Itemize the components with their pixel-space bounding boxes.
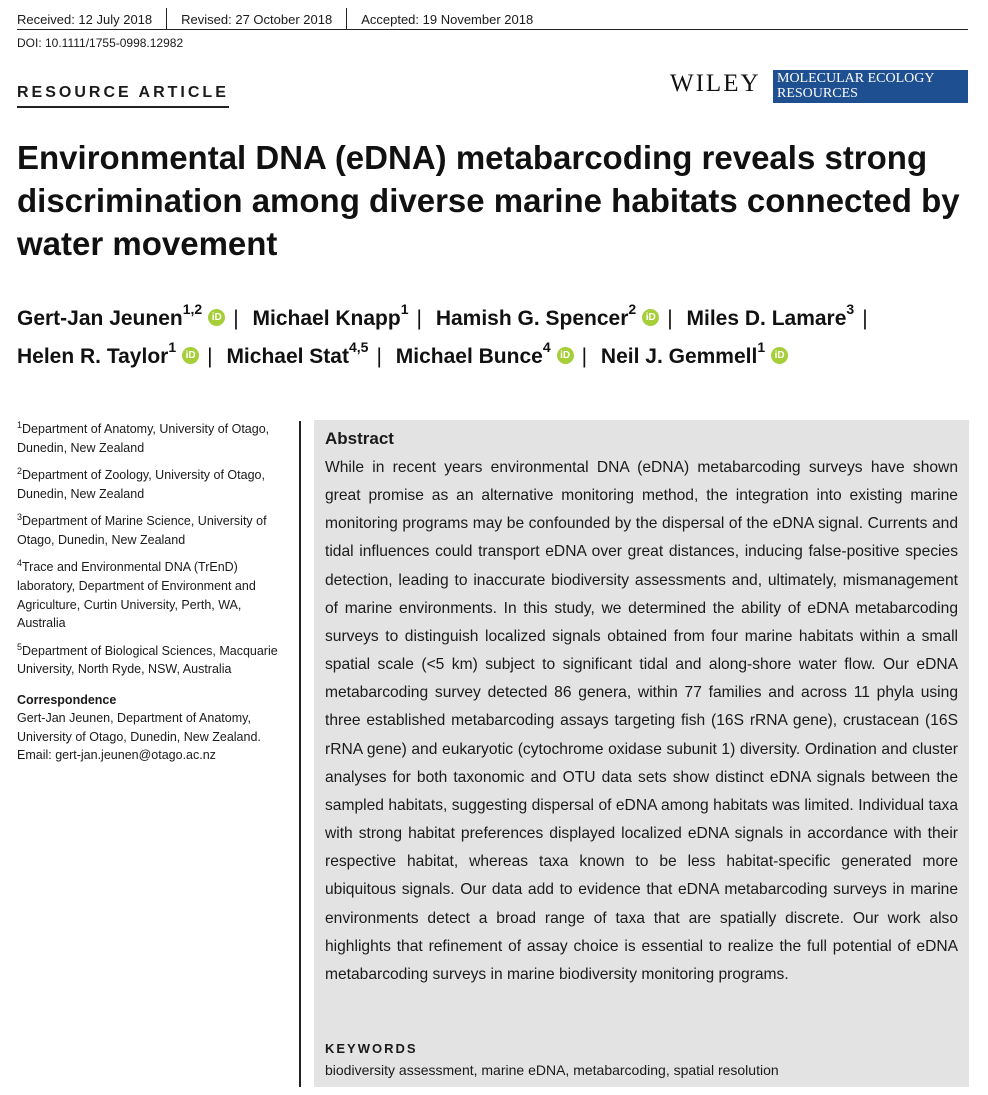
date-separator <box>346 8 347 30</box>
author-name[interactable] <box>226 339 369 368</box>
affiliation-number: 4 <box>17 558 23 569</box>
author-separator: | <box>207 345 213 368</box>
author-name-text: Michael Stat <box>226 345 349 368</box>
orcid-icon[interactable]: iD <box>771 347 788 364</box>
author-name[interactable] <box>600 339 788 368</box>
publisher-logo: WILEY <box>670 70 761 97</box>
orcid-icon[interactable]: iD <box>642 309 659 326</box>
author-name[interactable] <box>17 301 225 330</box>
author-separator: | <box>416 307 422 330</box>
author-affiliation-marker: 4,5 <box>348 339 369 355</box>
author-separator: | <box>581 345 588 368</box>
affiliation-text: Trace and Environmental DNA (TrEnD) laboratory, Department of Environment and Agriculture, Curtin University, Perth, WA, Australia <box>17 560 256 631</box>
author-name-text: Neil J. Gemmell <box>600 345 758 368</box>
abstract-heading: Abstract <box>325 429 394 448</box>
author-name-text: Helen R. Taylor <box>17 345 169 368</box>
article-title: Environmental DNA (eDNA) metabarcoding reveals strong discrimination among diverse marine habitats connected by water movement <box>17 139 960 262</box>
affiliation-text: Department of Anatomy, University of Otago, Dunedin, New Zealand <box>17 422 270 455</box>
orcid-icon[interactable]: iD <box>557 347 574 364</box>
author-separator: | <box>233 307 239 330</box>
author-name-text: Michael Bunce <box>395 345 543 368</box>
author-affiliation-marker: 1 <box>400 301 409 317</box>
author-name-text: Michael Knapp <box>252 307 401 330</box>
author-name-text: Hamish G. Spencer <box>435 307 629 330</box>
author-affiliation-marker: 1 <box>757 339 766 355</box>
author-name[interactable] <box>395 339 574 368</box>
affiliation-item <box>17 638 285 679</box>
author-name[interactable] <box>17 339 199 368</box>
revised-date: Revised: 27 October 2018 <box>181 11 333 27</box>
author-name[interactable] <box>435 301 659 330</box>
accepted-date: Accepted: 19 November 2018 <box>361 11 534 27</box>
affiliations <box>17 416 285 765</box>
correspondence-text: Gert-Jan Jeunen, Department of Anatomy, University of Otago, Dunedin, New Zealand. <box>17 711 261 744</box>
affiliation-text: Department of Zoology, University of Otago, Dunedin, New Zealand <box>17 468 265 501</box>
author-separator: | <box>667 307 673 330</box>
correspondence-email[interactable]: Email: gert-jan.jeunen@otago.ac.nz <box>17 748 216 763</box>
article-type: RESOURCE ARTICLE <box>17 84 229 108</box>
column-divider <box>299 421 301 1087</box>
author-separator: | <box>376 345 382 368</box>
author-name[interactable] <box>252 301 409 330</box>
keywords-heading: KEYWORDS <box>325 1041 418 1056</box>
author-separator: | <box>862 307 868 330</box>
doi[interactable]: DOI: 10.1111/1755-0998.12982 <box>17 36 184 50</box>
author-list <box>17 300 977 376</box>
author-name-text: Gert-Jan Jeunen <box>17 307 183 330</box>
correspondence-label: Correspondence <box>17 692 117 707</box>
affiliation-number: 5 <box>17 641 23 652</box>
abstract-text: While in recent years environmental DNA (eDNA) metabarcoding surveys have shown great promise as an alternative monitoring method, the integration into existing marine monitoring programs may be confounded by the dispersal of the eDNA signal. Currents and tidal influences could transport eDNA over great distances, inducing false-positive species detection, leading to inaccurate biodiversity assessments and, ultimately, mismanagement of marine environments. In this study, we determined the ability of eDNA metabarcoding surveys to distinguish localized signals obtained from four marine habitats within a small spatial scale (<5 km) subject to significant tidal and along-shore water flow. Our eDNA metabarcoding survey detected 86 genera, within 77 families and across 11 phyla using three established metabarcoding assays targeting fish (16S rRNA gene), crustacean (16S rRNA gene) and eukaryotic (cytochrome oxidase subunit 1) diversity. Ordination and cluster analyses for both taxonomic and OTU data sets show distinct eDNA signals between the sampled habitats, suggesting dispersal of eDNA among habitats was limited. Individual taxa with strong habitat preferences displayed localized eDNA signals in accordance with their respective habitat, whereas taxa known to be less habitat-specific generated more ubiquitous signals. Our data add to evidence that eDNA metabarcoding surveys in marine environments detect a broad range of taxa that are spatially discrete. Our work also highlights that refinement of assay choice is essential to realize the full potential of eDNA metabarcoding surveys in marine biodiversity monitoring programs. <box>325 459 958 983</box>
affiliation-item <box>17 554 285 632</box>
keywords-text: biodiversity assessment, marine eDNA, metabarcoding, spatial resolution <box>325 1062 779 1078</box>
affiliation-item <box>17 416 285 457</box>
orcid-icon[interactable]: iD <box>208 309 225 326</box>
affiliation-number: 1 <box>17 420 23 430</box>
affiliation-item <box>17 508 285 549</box>
date-separator <box>166 8 167 30</box>
author-affiliation-marker: 2 <box>628 301 637 317</box>
orcid-icon[interactable]: iD <box>182 347 199 364</box>
journal-name-line1: MOLECULAR ECOLOGY <box>777 71 935 86</box>
affiliation-text: Department of Biological Sciences, Macquarie University, North Ryde, NSW, Australia <box>17 643 278 677</box>
journal-logo <box>773 70 968 103</box>
affiliation-number: 2 <box>17 466 23 477</box>
author-affiliation-marker: 1 <box>168 339 177 355</box>
affiliation-text: Department of Marine Science, University of Otago, Dunedin, New Zealand <box>17 514 267 547</box>
author-affiliation-marker: 3 <box>846 301 855 317</box>
affiliation-number: 3 <box>17 512 23 523</box>
affiliation-list <box>17 416 285 679</box>
affiliation-item <box>17 462 285 503</box>
author-affiliation-marker: 1,2 <box>182 301 203 317</box>
author-affiliation-marker: 4 <box>542 339 551 355</box>
author-name-text: Miles D. Lamare <box>686 307 847 330</box>
journal-name-line2: RESOURCES <box>777 86 858 101</box>
publication-dates <box>17 8 968 30</box>
header-rule <box>17 29 968 30</box>
author-name[interactable] <box>686 301 855 330</box>
received-date: Received: 12 July 2018 <box>17 11 153 27</box>
